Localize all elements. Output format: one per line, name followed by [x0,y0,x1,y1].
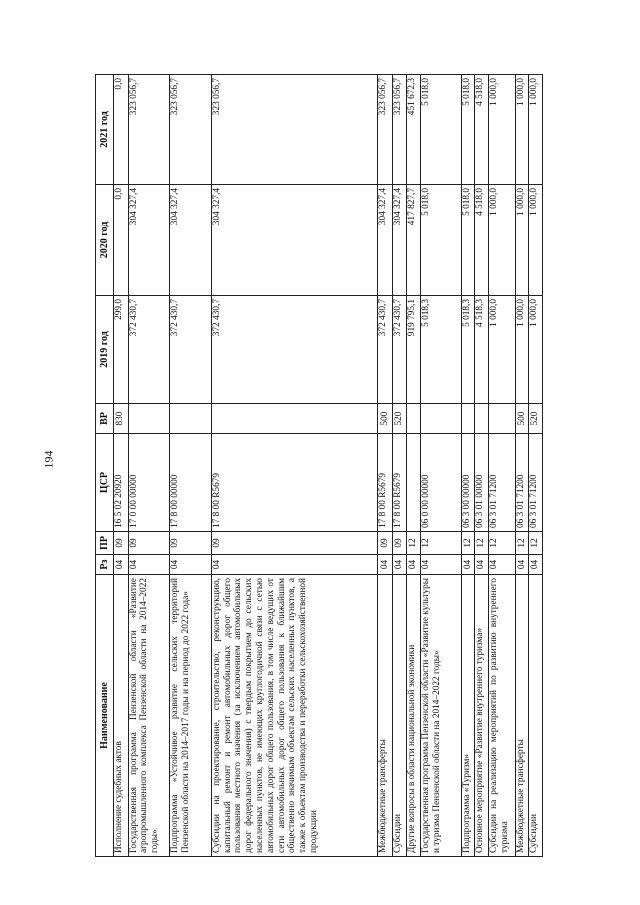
cell-y2020: 304 327,4 [378,185,393,296]
cell-name: Исполнение судебных актов [114,575,129,857]
cell-name: Подпрограмма «Туризм» [461,575,475,857]
cell-rz: 04 [529,555,543,575]
cell-csr: 06 3 01 71200 [488,434,515,532]
table-row [114,75,129,857]
cell-y2020: 0,0 [114,185,129,296]
header-vr: ВР [96,404,114,434]
cell-vr [170,404,212,434]
cell-rz: 04 [461,555,475,575]
cell-y2021: 323 056,7 [393,75,407,185]
cell-y2019: 1 000,0 [529,296,543,404]
table-row [421,75,462,857]
cell-y2019: 372 430,7 [211,296,378,404]
cell-rz: 04 [488,555,515,575]
cell-y2019: 299,0 [114,296,129,404]
cell-csr: 17 8 00 R5679 [211,434,378,532]
cell-name: Субсидии на реализацию мероприятий по развитию внутреннего туризма [488,575,515,857]
cell-csr: 17 8 00 00000 [170,434,212,532]
cell-y2019: 372 430,7 [378,296,393,404]
cell-rz: 04 [515,555,529,575]
cell-vr [421,404,462,434]
cell-csr: 17 8 00 R5679 [378,434,393,532]
cell-y2020: 304 327,4 [170,185,212,296]
cell-y2019: 1 000,0 [488,296,515,404]
cell-name: Другие вопросы в области национальной экономики [406,575,421,857]
cell-y2020: 1 000,0 [488,185,515,296]
cell-csr: 17 0 00 00000 [128,434,170,532]
cell-y2021: 323 056,7 [170,75,212,185]
cell-y2019: 5 018,3 [421,296,462,404]
cell-name: Основное мероприятие «Развитие внутреннего туризма» [475,575,489,857]
cell-y2019: 5 018,3 [461,296,475,404]
cell-vr: 520 [393,404,407,434]
cell-pr: 12 [529,532,543,555]
table-row [378,75,393,857]
cell-y2020: 304 327,4 [211,185,378,296]
cell-rz: 04 [475,555,489,575]
cell-y2020: 1 000,0 [529,185,543,296]
table-header-row [96,75,114,857]
cell-y2021: 5 018,0 [421,75,462,185]
cell-rz: 04 [170,555,212,575]
cell-csr: 06 3 01 71200 [515,434,529,532]
cell-y2021: 323 056,7 [128,75,170,185]
cell-y2019: 919 795,1 [406,296,421,404]
table-row [406,75,421,857]
table-row [515,75,529,857]
table-row [529,75,543,857]
cell-pr: 12 [488,532,515,555]
cell-y2020: 5 018,0 [421,185,462,296]
cell-y2019: 372 430,7 [128,296,170,404]
table-row [393,75,407,857]
cell-vr [128,404,170,434]
cell-csr: 16 5 02 20920 [114,434,129,532]
cell-y2020: 304 327,4 [393,185,407,296]
cell-rz: 04 [421,555,462,575]
budget-table [95,74,543,857]
cell-y2021: 451 672,3 [406,75,421,185]
cell-y2021: 323 056,7 [211,75,378,185]
cell-pr: 12 [421,532,462,555]
cell-y2019: 1 000,0 [515,296,529,404]
cell-rz: 04 [393,555,407,575]
cell-csr: 06 3 01 00000 [475,434,489,532]
cell-vr [488,404,515,434]
cell-name: Подпрограмма «Устойчивое развитие сельских территорий Пензенской области на 2014–2017 годы и на период до 2022 года» [170,575,212,857]
cell-y2019: 372 430,7 [393,296,407,404]
cell-pr: 12 [406,532,421,555]
cell-y2020: 4 518,0 [475,185,489,296]
cell-pr: 09 [211,532,378,555]
header-pr: ПР [96,532,114,555]
cell-vr: 500 [515,404,529,434]
cell-pr: 12 [515,532,529,555]
cell-rz: 04 [406,555,421,575]
table-row [461,75,475,857]
cell-y2020: 5 018,0 [461,185,475,296]
page-number-text: 194 [41,450,55,468]
header-2019: 2019 год [96,296,114,404]
cell-y2019: 372 430,7 [170,296,212,404]
cell-pr: 09 [170,532,212,555]
cell-vr [461,404,475,434]
table-row [211,75,378,857]
table-row [170,75,212,857]
cell-y2021: 1 000,0 [515,75,529,185]
cell-name: Субсидии на проектирование, строительство, реконструкцию, капитальный ремонт и ремонт автомобильных дорог общего пользования местного значения (за исключением автомобильных дорог федерального значения) с твердым покрытием до сельских населенных пунктов, не имеющих круглогодичной связи с сетью автомобильных дорог общего пользования, в том числе ведущих от сети автомобильных дорог общего пользования к ближайшим общественно значимым объектам сельских населенных пунктов, а также к объектам производства и переработки сельскохозяйственной продукции [211,575,378,857]
cell-pr: 12 [475,532,489,555]
cell-y2021: 0,0 [114,75,129,185]
cell-pr: 12 [461,532,475,555]
table-row [128,75,170,857]
page-number [40,446,57,472]
cell-pr: 09 [378,532,393,555]
cell-csr: 17 8 00 R5679 [393,434,407,532]
cell-name: Субсидии [393,575,407,857]
cell-csr: 06 3 01 71200 [529,434,543,532]
header-2020: 2020 год [96,185,114,296]
rotated-table-container [95,75,543,857]
cell-csr [406,434,421,532]
cell-csr: 06 0 00 00000 [421,434,462,532]
cell-pr: 09 [128,532,170,555]
cell-name: Межбюджетные трансферты [378,575,393,857]
cell-pr: 09 [393,532,407,555]
cell-y2020: 304 327,4 [128,185,170,296]
cell-y2021: 1 000,0 [488,75,515,185]
table-body [114,75,543,857]
cell-rz: 04 [114,555,129,575]
cell-name: Субсидии [529,575,543,857]
cell-vr [475,404,489,434]
cell-name: Межбюджетные трансферты [515,575,529,857]
header-rz: Рз [96,555,114,575]
cell-y2021: 323 056,7 [378,75,393,185]
table-row [475,75,489,857]
cell-vr [211,404,378,434]
cell-name: Государственная программа Пензенской области «Развитие культуры и туризма Пензенской области на 2014–2022 годы» [421,575,462,857]
cell-vr: 520 [529,404,543,434]
cell-name: Государственная программа Пензенской области «Развитие агропромышленного комплекса Пензенской области на 2014–2022 годы» [128,575,170,857]
cell-rz: 04 [378,555,393,575]
header-name: Наименование [96,575,114,857]
table-row [488,75,515,857]
cell-vr: 830 [114,404,129,434]
cell-y2021: 1 000,0 [529,75,543,185]
header-2021: 2021 год [96,75,114,185]
cell-y2021: 4 518,0 [475,75,489,185]
cell-rz: 04 [211,555,378,575]
cell-y2020: 417 827,7 [406,185,421,296]
cell-vr: 500 [378,404,393,434]
cell-csr: 06 3 00 00000 [461,434,475,532]
cell-vr [406,404,421,434]
cell-rz: 04 [128,555,170,575]
cell-pr: 09 [114,532,129,555]
cell-y2020: 1 000,0 [515,185,529,296]
header-csr: ЦСР [96,434,114,532]
cell-y2019: 4 518,3 [475,296,489,404]
cell-y2021: 5 018,0 [461,75,475,185]
